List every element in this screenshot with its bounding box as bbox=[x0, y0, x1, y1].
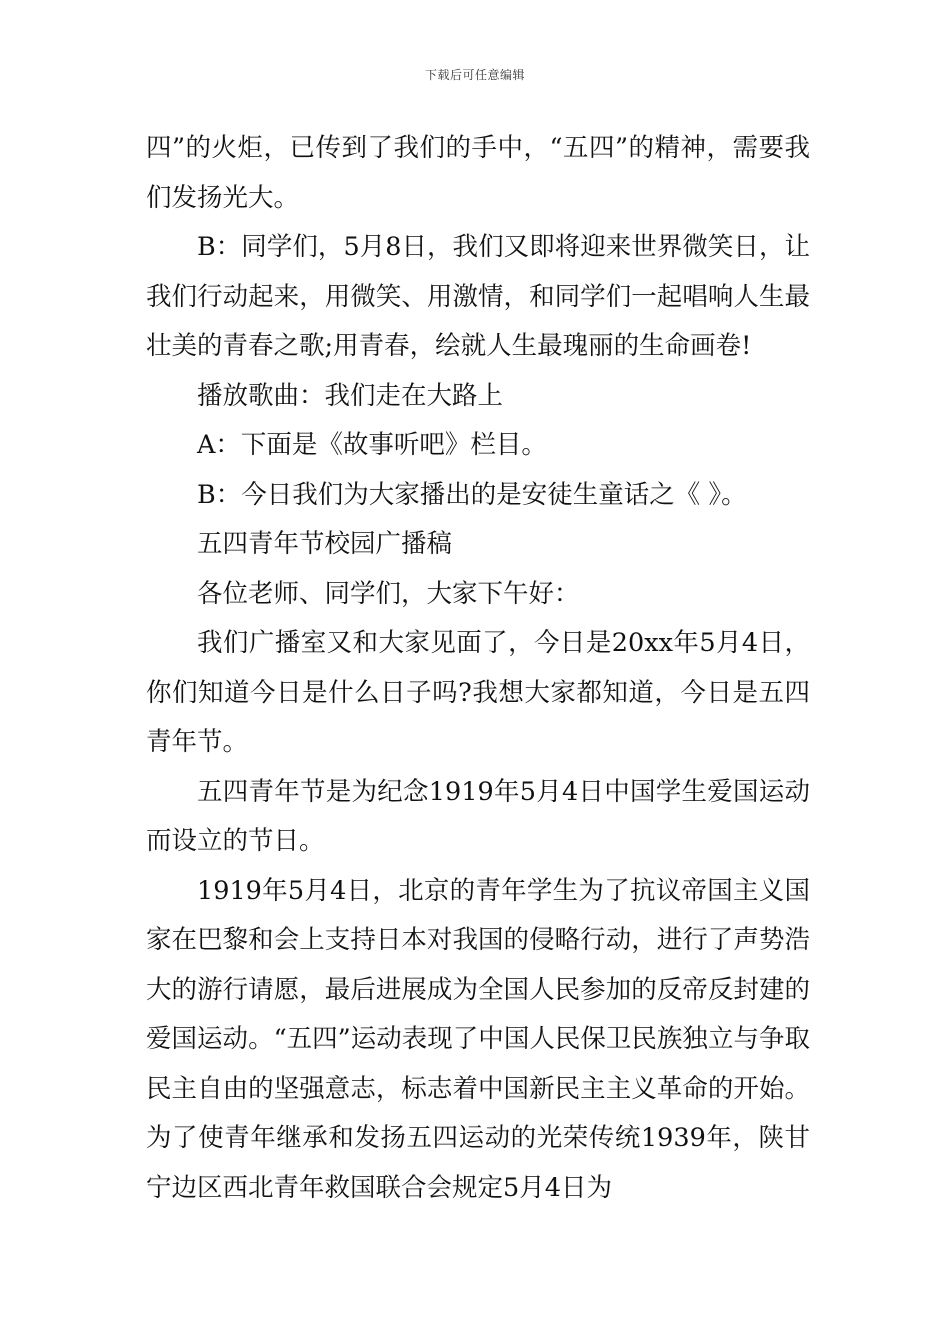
paragraph: B：今日我们为大家播出的是安徒生童话之《 》。 bbox=[197, 479, 747, 510]
header-note: 下载后可任意编辑 bbox=[424, 68, 525, 82]
paragraph: 1919年5月4日，北京的青年学生为了抗议帝国主义国家在巴黎和会上支持日本对我国的侵略行动，进行了声势浩大的游行请愿，最后进展成为全国人民参加的反帝反封建的爱国运动。“五四”运动表现了中国人民保卫民族独立与争取民主自由的坚强意志，标志着中国新民主主义革命的开始。为了使青年继承和发扬五四运动的光荣传统1939年，陕甘宁边区西北青年救国联合会规定5月4日为 bbox=[146, 875, 810, 1203]
paragraph: 五四青年节校园广播稿 bbox=[197, 529, 453, 559]
paragraph: 五四青年节是为纪念1919年5月4日中国学生爱国运动而设立的节日。 bbox=[146, 776, 810, 856]
paragraph: 我们广播室又和大家见面了，今日是20xx年5月4日，你们知道今日是什么日子吗?我想大家都知道，今日是五四青年节。 bbox=[146, 628, 810, 757]
paragraph: 四”的火炬，已传到了我们的手中，“五四”的精神，需要我们发扬光大。 bbox=[146, 133, 810, 213]
paragraph: 播放歌曲：我们走在大路上 bbox=[197, 380, 504, 411]
paragraph: A：下面是《故事听吧》栏目。 bbox=[197, 430, 547, 460]
paragraph: 各位老师、同学们，大家下午好： bbox=[197, 578, 580, 609]
paragraph: B：同学们，5月8日，我们又即将迎来世界微笑日，让我们行动起来，用微笑、用激情，和同学们一起唱响人生最壮美的青春之歌;用青春，绘就人生最瑰丽的生命画卷! bbox=[146, 232, 810, 361]
document-body bbox=[146, 124, 810, 1213]
